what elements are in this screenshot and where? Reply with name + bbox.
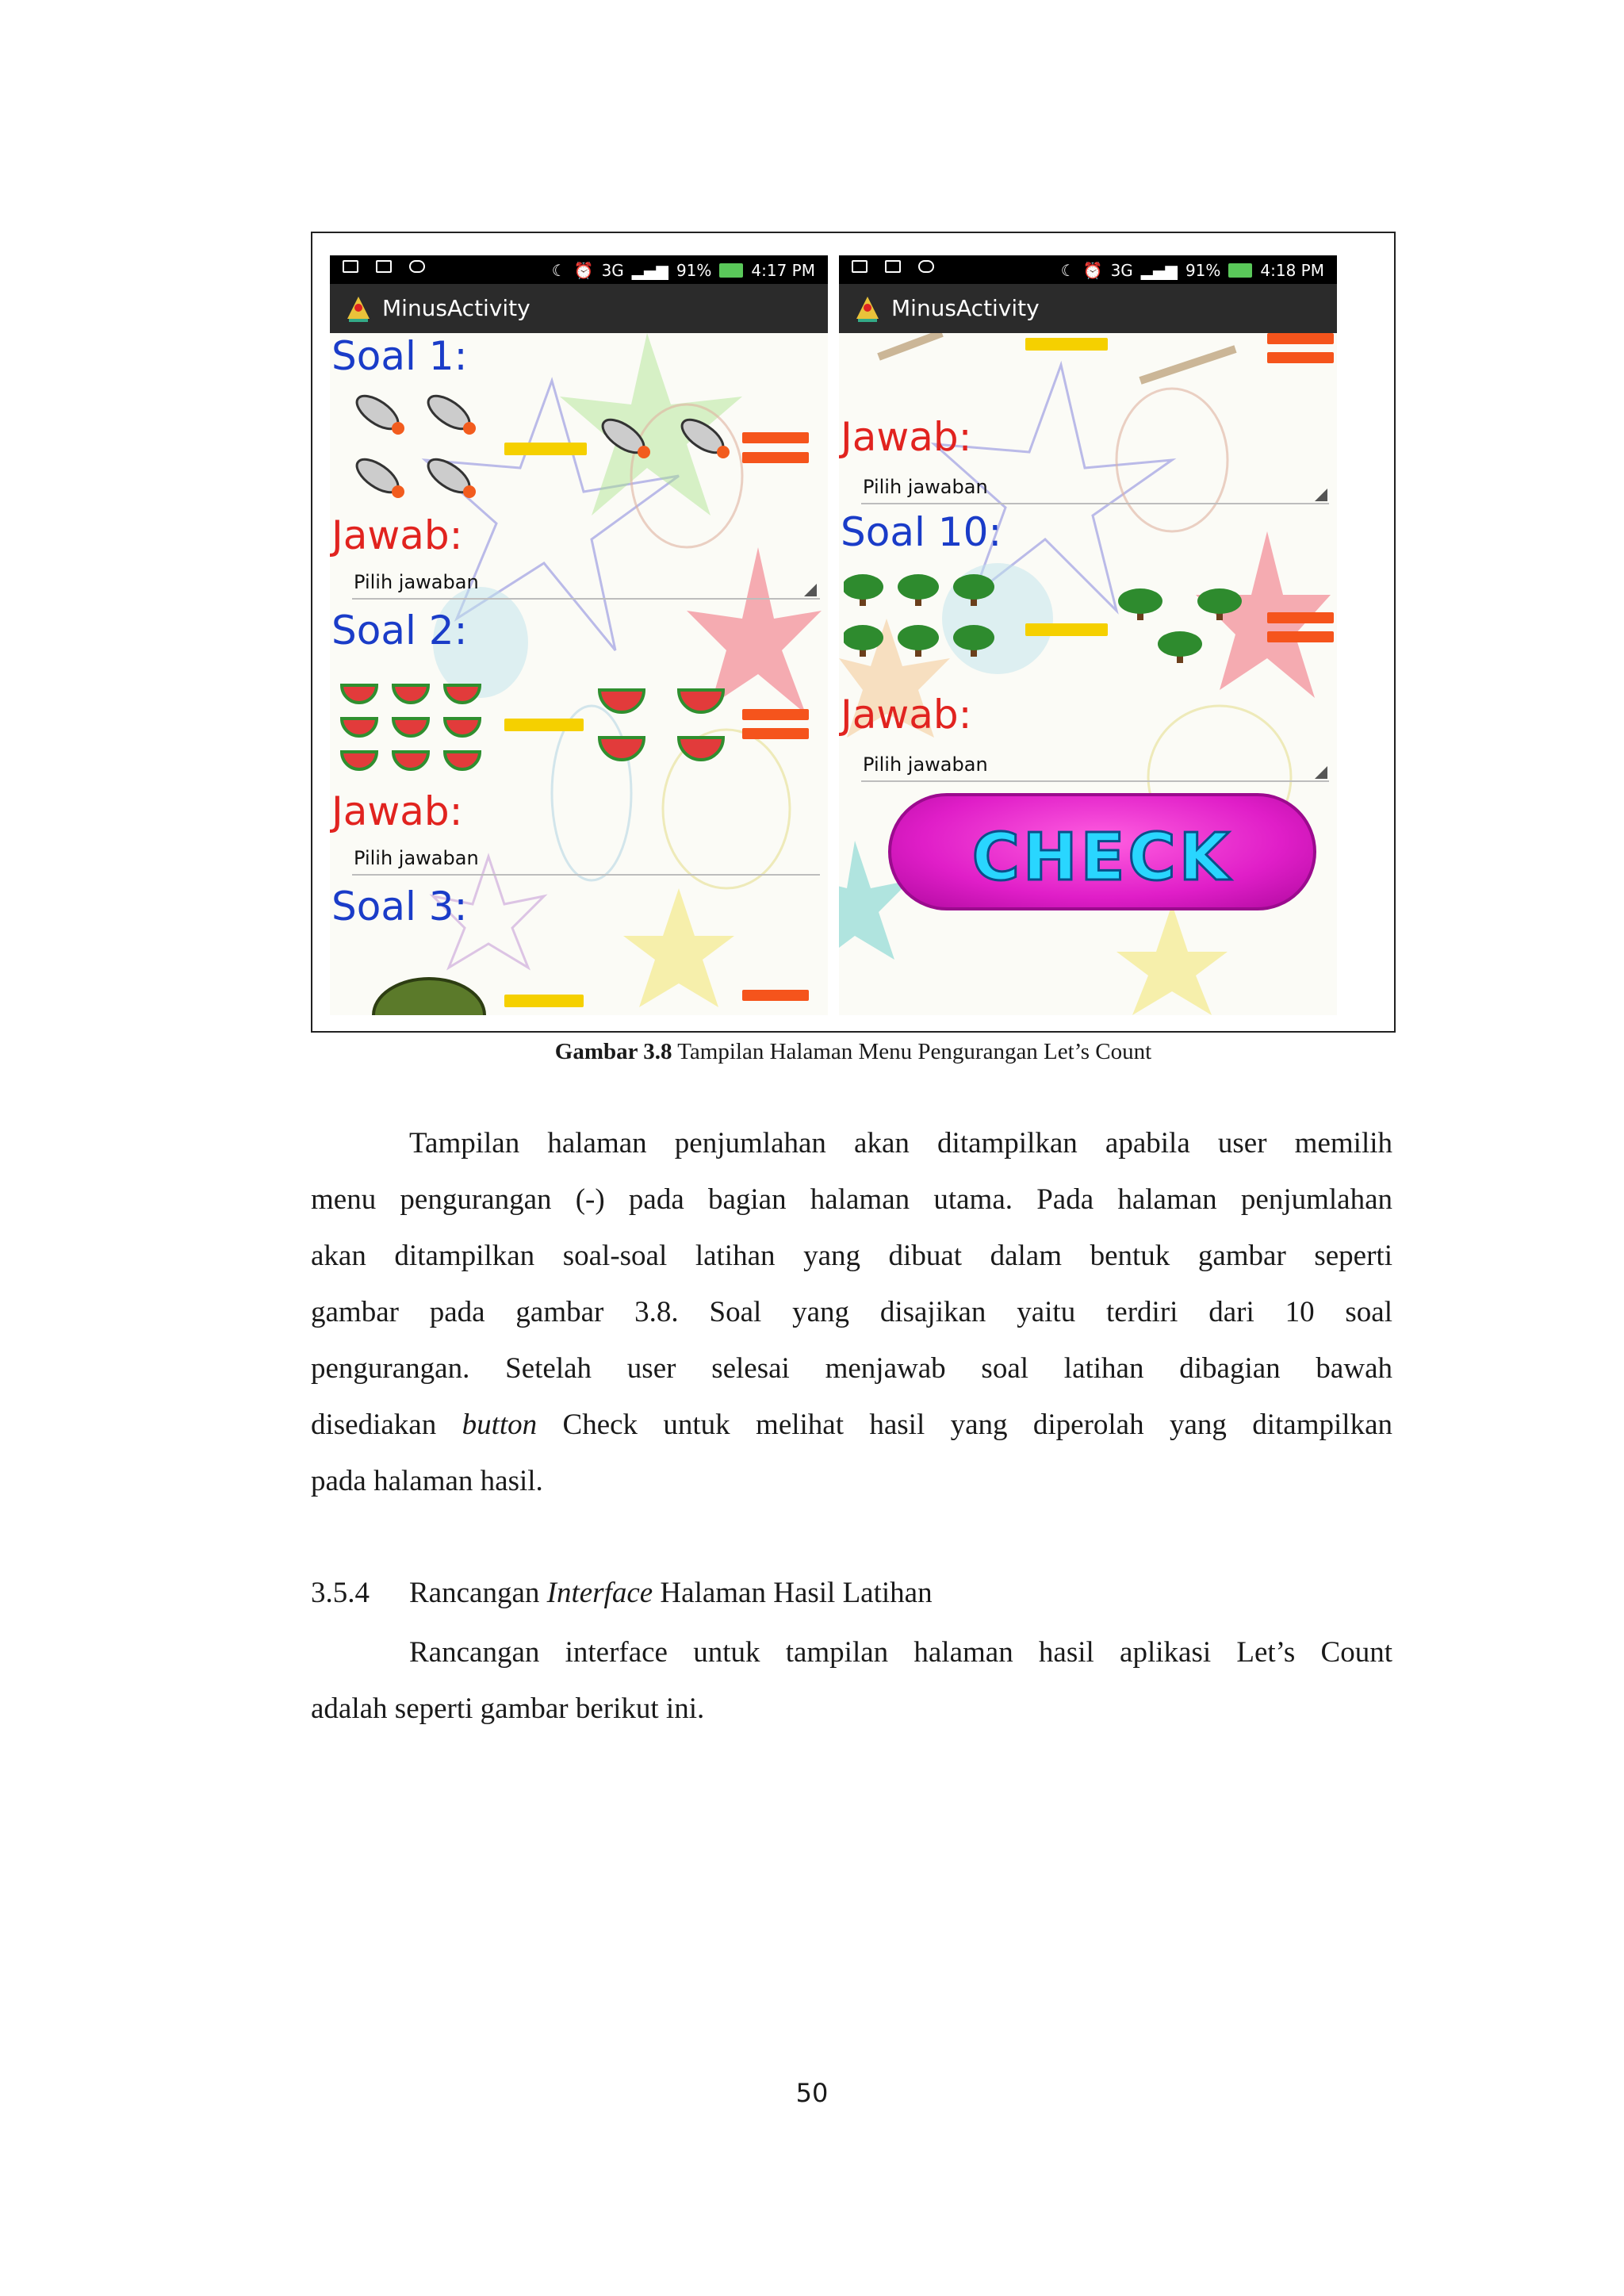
watermelon-icon (592, 674, 742, 769)
answer-spinner-1[interactable]: Pilih jawaban (354, 571, 479, 593)
spinner-arrow-icon[interactable] (804, 584, 817, 596)
battery-text: 91% (676, 261, 712, 280)
equals-sign-top (742, 432, 809, 443)
action-bar (839, 284, 1337, 333)
equals-sign-top (1267, 333, 1334, 344)
paragraph-line: pada halaman hasil. (311, 1465, 543, 1497)
spinner-underline (861, 503, 1329, 504)
check-button[interactable] (888, 793, 1316, 910)
equals-sign-bottom (1267, 631, 1334, 642)
android-icon (918, 260, 934, 273)
chat-icon (376, 260, 392, 273)
text-run: disediakan (311, 1409, 462, 1441)
paragraph-line: menu pengurangan (-) pada bagian halaman utama. Pada halaman penjumlahan (311, 1183, 1392, 1216)
app-logo-icon (343, 293, 374, 324)
app-logo-icon (852, 293, 883, 324)
network-label: 3G (601, 261, 624, 280)
equals-sign-bottom (742, 452, 809, 463)
text-run: Check untuk melihat hasil yang diperolah yang ditampilkan (537, 1409, 1392, 1441)
jawab-2-label: Jawab: (331, 788, 463, 834)
section-title-post: Halaman Hasil Latihan (653, 1577, 933, 1609)
equals-sign-top (742, 709, 809, 720)
check-button-label: CHECK (971, 820, 1233, 895)
answer-spinner-10[interactable]: Pilih jawaban (863, 753, 988, 776)
app-title: MinusActivity (891, 295, 1040, 321)
status-bar (330, 255, 828, 284)
equals-sign-bottom (742, 728, 809, 739)
status-time: 4:18 PM (1260, 261, 1324, 280)
spinner-underline (861, 780, 1329, 782)
action-bar (330, 284, 828, 333)
chat-icon (885, 260, 901, 273)
soal-3-label: Soal 3: (331, 884, 468, 930)
spinner-arrow-icon[interactable] (1315, 489, 1327, 501)
android-icon (409, 260, 425, 273)
signal-icon: ▂▄▆ (1140, 261, 1178, 280)
minus-sign (504, 995, 584, 1007)
turtle-icon (370, 968, 488, 1015)
soal-1-label: Soal 1: (331, 333, 468, 379)
tree-icon (1116, 584, 1259, 671)
rocket-icon (346, 389, 488, 516)
network-label: 3G (1110, 261, 1133, 280)
minus-sign (1025, 338, 1108, 351)
page-number: 50 (795, 2078, 829, 2108)
section-number: 3.5.4 (311, 1577, 370, 1609)
paragraph-line (311, 1397, 1392, 1453)
tree-icon (844, 571, 1018, 674)
section-title-pre: Rancangan (409, 1577, 547, 1609)
equals-sign-top (742, 990, 809, 1001)
paragraph-line: pengurangan. Setelah user selesai menjawab soal latihan dibagian bawah (311, 1352, 1392, 1385)
jawab-1-label: Jawab: (331, 512, 463, 558)
battery-icon (1228, 263, 1252, 278)
soal-2-label: Soal 2: (331, 608, 468, 654)
answer-spinner-9[interactable]: Pilih jawaban (863, 476, 988, 498)
section-title-italic: Interface (546, 1577, 653, 1609)
paragraph-line: akan ditampilkan soal-soal latihan yang dibuat dalam bentuk gambar seperti (311, 1240, 1392, 1272)
minus-sign (504, 443, 587, 455)
watermelon-icon (338, 669, 496, 772)
rocket-icon (592, 412, 742, 476)
spinner-underline (352, 874, 820, 876)
italic-word: button (462, 1409, 538, 1441)
jawab-9-label: Jawab: (841, 414, 972, 460)
moon-icon: ☾ (551, 261, 566, 280)
phone-screen-left (330, 255, 828, 1015)
battery-icon (719, 263, 743, 278)
caption-label: Gambar 3.8 (554, 1039, 672, 1064)
battery-text: 91% (1185, 261, 1221, 280)
jawab-10-label: Jawab: (841, 692, 972, 738)
minus-sign (504, 719, 584, 731)
minus-sign (1025, 623, 1108, 636)
spinner-underline (352, 598, 820, 600)
question-list[interactable] (839, 333, 1337, 1015)
section-heading (311, 1576, 933, 1610)
status-time: 4:17 PM (751, 261, 815, 280)
phone-screen-right (839, 255, 1337, 1015)
spinner-arrow-icon[interactable] (1315, 766, 1327, 779)
paragraph-1 (311, 1115, 1392, 1509)
question-list[interactable] (330, 333, 828, 1015)
answer-spinner-2[interactable]: Pilih jawaban (354, 847, 479, 869)
mail-icon (852, 260, 868, 273)
soal-10-label: Soal 10: (841, 509, 1002, 555)
figure-caption (311, 1039, 1396, 1065)
caption-text: Tampilan Halaman Menu Pengurangan Let’s Count (672, 1039, 1152, 1064)
app-title: MinusActivity (382, 295, 530, 321)
paragraph-line: gambar pada gambar 3.8. Soal yang disajikan yaitu terdiri dari 10 soal (311, 1296, 1392, 1328)
moon-icon: ☾ (1060, 261, 1075, 280)
signal-icon: ▂▄▆ (631, 261, 668, 280)
alarm-icon: ⏰ (1082, 261, 1103, 280)
paragraph-line: Tampilan halaman penjumlahan akan ditampilkan apabila user memilih (409, 1127, 1392, 1159)
alarm-icon: ⏰ (573, 261, 594, 280)
paragraph-line: adalah seperti gambar berikut ini. (311, 1692, 705, 1725)
paragraph-2 (311, 1624, 1392, 1737)
equals-sign-top (1267, 612, 1334, 623)
figure-screenshots (311, 232, 1396, 1033)
paragraph-line: Rancangan interface untuk tampilan halaman hasil aplikasi Let’s Count (409, 1636, 1392, 1669)
mail-icon (343, 260, 358, 273)
status-bar (839, 255, 1337, 284)
equals-sign-bottom (1267, 352, 1334, 363)
